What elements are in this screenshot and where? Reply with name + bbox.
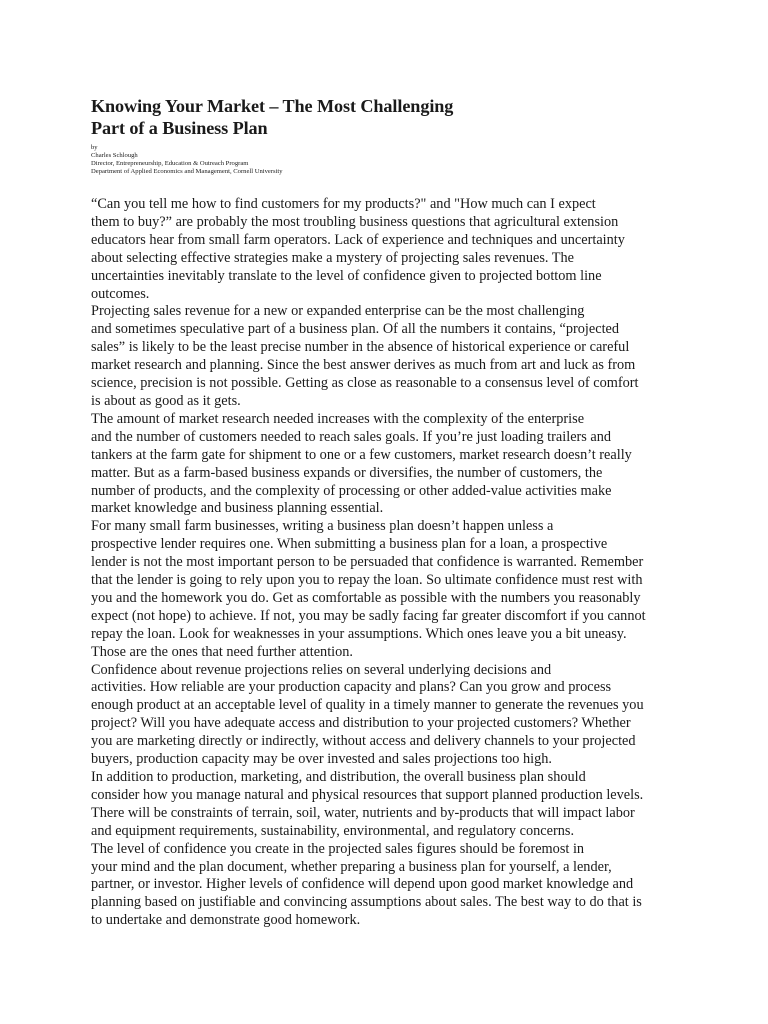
paragraph-line: enough product at an acceptable level of quality in a timely manner to generate the revenues you [91,697,644,714]
paragraph-line: uncertainties inevitably translate to the level of confidence given to projected bottom line [91,267,602,284]
document-body [91,196,679,930]
paragraph-line: them to buy?” are probably the most troubling business questions that agricultural extension [91,213,619,230]
paragraph-line: planning based on justifiable and convincing assumptions about sales. The best way to do that is [91,894,642,911]
paragraph-line: market knowledge and business planning essential. [91,500,384,517]
paragraph-line: lender is not the most important person to be persuaded that confidence is warranted. Remember [91,554,644,571]
paragraph-line: sales” is likely to be the least precise number in the absence of historical experience or careful [91,339,630,356]
paragraph-line: In addition to production, marketing, and distribution, the overall business plan should [91,769,586,785]
paragraph-line: market research and planning. Since the best answer derives as much from art and luck as from [91,357,636,374]
paragraph-line: partner, or investor. Higher levels of confidence will depend upon good market knowledge and [91,876,634,893]
paragraph [91,662,679,769]
paragraph-line: Those are the ones that need further attention. [91,643,354,660]
paragraph [91,841,679,931]
paragraph [91,769,679,841]
paragraph-line: There will be constraints of terrain, soil, water, nutrients and by-products that will impact labor [91,804,635,821]
byline-author: Charles Schlough [91,152,138,159]
byline [91,144,679,176]
paragraph-line: consider how you manage natural and physical resources that support planned production levels. [91,786,644,803]
byline-by: by [91,144,98,151]
paragraph-line: and equipment requirements, sustainability, environmental, and regulatory concerns. [91,822,575,839]
paragraph-line: For many small farm businesses, writing a business plan doesn’t happen unless a [91,518,554,535]
paragraph-line: prospective lender requires one. When submitting a business plan for a loan, a prospective [91,536,608,553]
byline-role: Director, Entrepreneurship, Education & Outreach Program [91,160,249,167]
paragraph-line: Confidence about revenue projections relies on several underlying decisions and [91,661,552,678]
paragraph-line: expect (not hope) to achieve. If not, you may be sadly facing far greater discomfort if you cannot [91,607,646,624]
paragraph-line: is about as good as it gets. [91,392,241,409]
paragraph-line: you and the homework you do. Get as comfortable as possible with the numbers you reasonably [91,589,641,606]
paragraph-line: The amount of market research needed increases with the complexity of the enterprise [91,410,585,427]
paragraph-line: and sometimes speculative part of a business plan. Of all the numbers it contains, “projected [91,321,620,338]
title-line-1: Knowing Your Market – The Most Challenging [91,96,454,116]
title-line-2: Part of a Business Plan [91,118,268,138]
paragraph-line: that the lender is going to rely upon you to repay the loan. So ultimate confidence must rest with [91,572,643,589]
paragraph-line: “Can you tell me how to find customers for my products?" and "How much can I expect [91,196,596,212]
paragraph-line: Projecting sales revenue for a new or expanded enterprise can be the most challenging [91,303,585,320]
paragraph-line: The level of confidence you create in the projected sales figures should be foremost in [91,840,585,857]
paragraph-line: science, precision is not possible. Getting as close as reasonable to a consensus level of comfort [91,375,639,392]
byline-department: Department of Applied Economics and Management, Cornell University [91,168,283,175]
paragraph-line: number of products, and the complexity of processing or other added-value activities make [91,482,612,499]
paragraph [91,518,679,661]
paragraph-line: buyers, production capacity may be over invested and sales projections too high. [91,751,552,768]
document-page [91,95,679,930]
paragraph-line: and the number of customers needed to reach sales goals. If you’re just loading trailers and [91,428,612,445]
paragraph [91,411,679,518]
paragraph-line: you are marketing directly or indirectly, without access and delivery channels to your projected [91,733,636,750]
paragraph-line: your mind and the plan document, whether preparing a business plan for yourself, a lender, [91,858,612,875]
paragraph-line: matter. But as a farm-based business expands or diversifies, the number of customers, the [91,464,603,481]
paragraph-line: to undertake and demonstrate good homework. [91,912,361,929]
paragraph-line: outcomes. [91,285,150,302]
paragraph [91,196,679,303]
paragraph-line: activities. How reliable are your production capacity and plans? Can you grow and process [91,679,612,696]
paragraph-line: tankers at the farm gate for shipment to one or a few customers, market research doesn’t really [91,446,632,463]
paragraph-line: educators hear from small farm operators. Lack of experience and techniques and uncertainty [91,231,625,248]
paragraph-line: project? Will you have adequate access and distribution to your projected customers? Whether [91,715,631,732]
document-title [91,95,679,139]
paragraph-line: repay the loan. Look for weaknesses in your assumptions. Which ones leave you a bit uneasy. [91,625,627,642]
paragraph [91,303,679,410]
paragraph-line: about selecting effective strategies make a mystery of projecting sales revenues. The [91,249,575,266]
